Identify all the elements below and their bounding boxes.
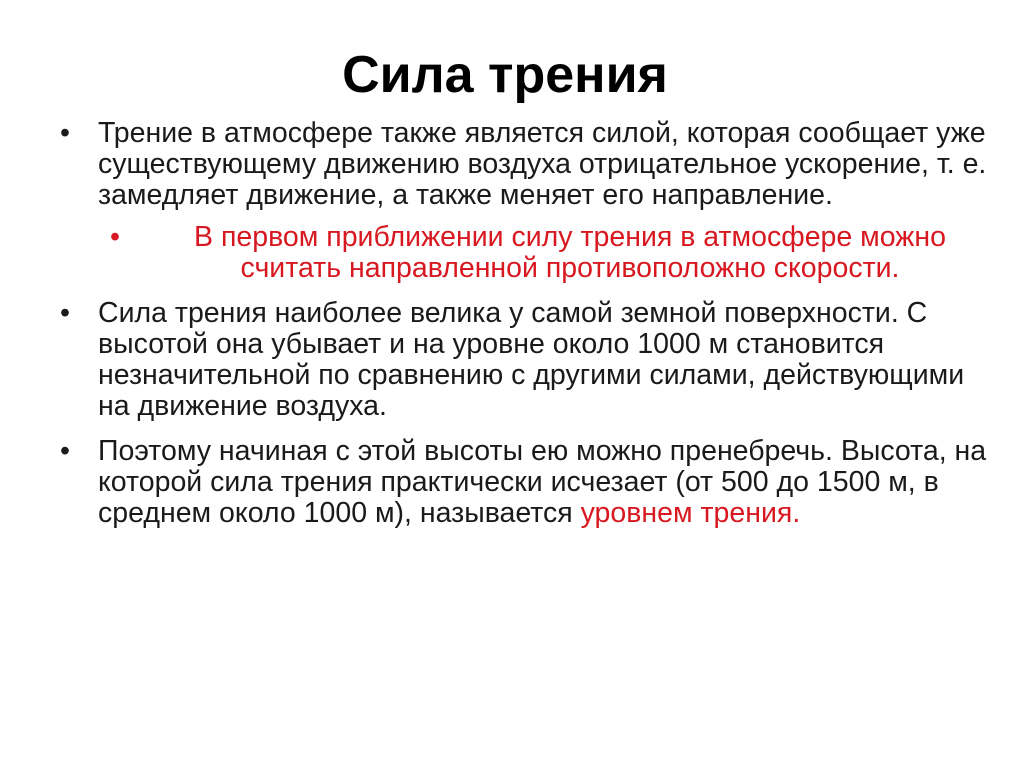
bullet-mark: •: [110, 221, 120, 253]
bullet-text: Поэтому начиная с этой высоты ею можно пренебречь. Высота, на которой сила трения практически исчезает (от 500 до 1500 м, в среднем около 1000 м), называется: [98, 435, 987, 529]
bullet-mark: •: [60, 117, 70, 149]
bullet-text: Сила трения наиболее велика у самой земной поверхности. С высотой она убывает и на уровне около 1000 м становится незначительной по сравнению с другими силами, действующими на движение воздуха.: [98, 297, 965, 422]
sub-bullet-text: В первом приближении силу трения в атмосфере можно считать направленной противоположно скорости.: [194, 221, 946, 284]
slide-body: [60, 118, 990, 529]
bullet-mark: •: [60, 297, 70, 329]
bullet-text: Трение в атмосфере также является силой, которая сообщает уже существующему движению воздуха отрицательное ускорение, т. е. замедляет движение, а также меняет его направление.: [98, 117, 987, 211]
bullet-item-friction-level: [60, 436, 990, 529]
sub-bullet-item-direction: [110, 222, 1000, 284]
bullet-item-friction-altitude: [60, 298, 990, 422]
bullet-mark: •: [60, 435, 70, 467]
highlighted-term: уровнем трения.: [580, 497, 801, 529]
bullet-item-friction-definition: [60, 118, 990, 211]
slide-title: Сила трения: [342, 46, 668, 104]
